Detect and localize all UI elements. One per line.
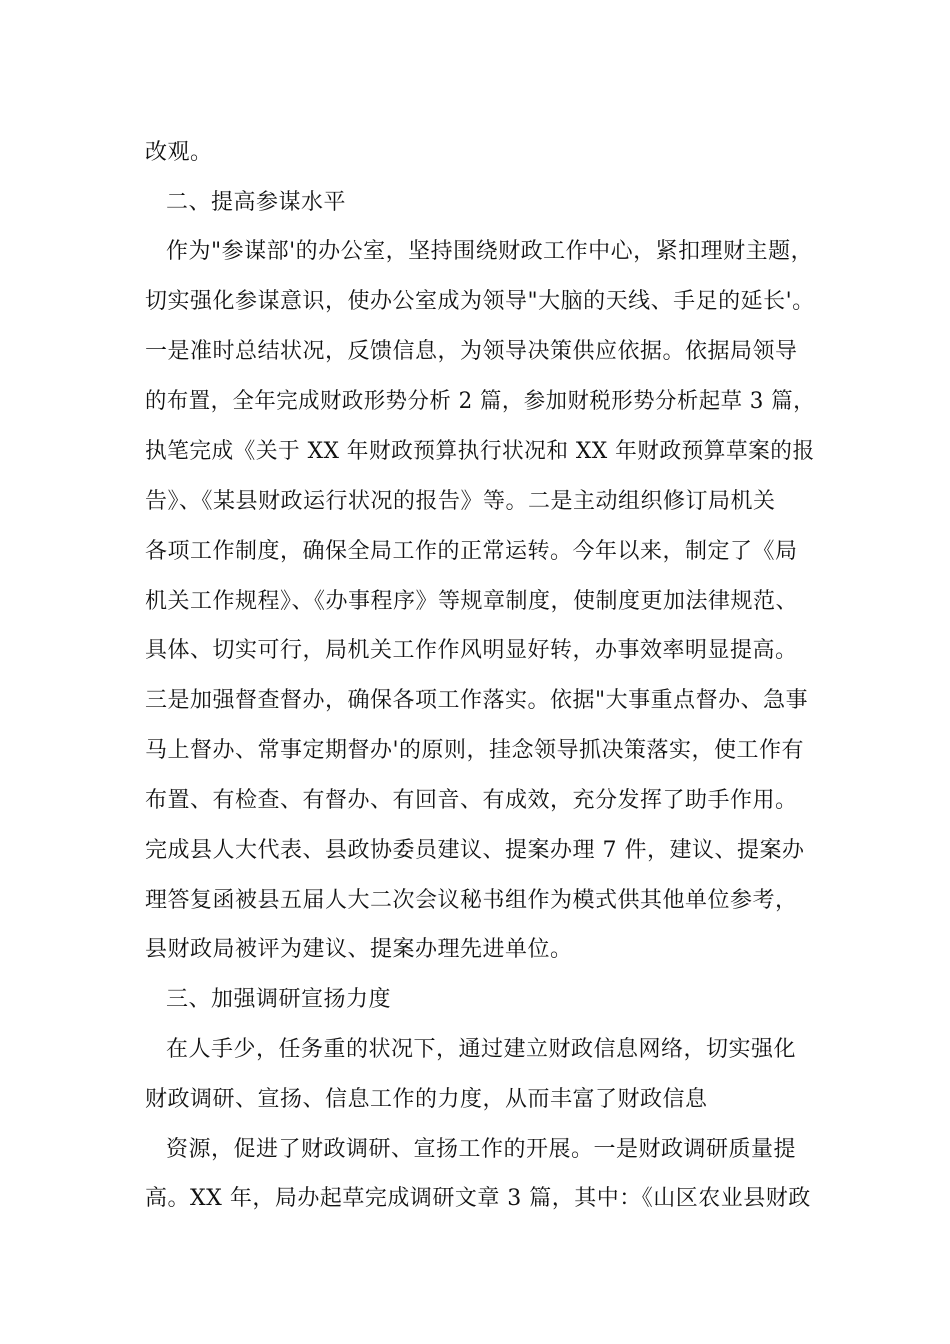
text-line: 一是准时总结状况，反馈信息，为领导决策供应依据。依据局领导 [145,339,798,364]
text-line: 的布置，全年完成财政形势分析 2 篇，参加财税形势分析起草 3 篇， [145,389,815,414]
text-line: 理答复函被县五届人大二次会议秘书组作为模式供其他单位参考， [145,888,798,913]
text-line: 三是加强督查督办，确保各项工作落实。依据"大事重点督办、急事 [145,688,809,713]
text-line: 告》、《某县财政运行状况的报告》等。二是主动组织修订局机关 [145,489,776,514]
text-line: 执笔完成《关于 XX 年财政预算执行状况和 XX 年财政预算草案的报 [145,439,815,464]
text-line: 布置、有检查、有督办、有回音、有成效，充分发挥了助手作用。 [145,788,798,813]
text-line: 改观。 [145,140,213,165]
text-line: 资源，促进了财政调研、宣扬工作的开展。一是财政调研质量提 [166,1137,797,1162]
text-line: 机关工作规程》、《办事程序》等规章制度，使制度更加法律规范、 [145,589,799,614]
text-line: 高。XX 年，局办起草完成调研文章 3 篇，其中：《山区农业县财政 [145,1186,811,1211]
text-line: 马上督办、常事定期督办'的原则，挂念领导抓决策落实，使工作有 [145,738,805,763]
text-line: 在人手少，任务重的状况下，通过建立财政信息网络，切实强化 [166,1037,797,1062]
text-line: 作为"参谋部'的办公室，坚持围绕财政工作中心，紧扣理财主题， [166,239,814,264]
section-heading: 三、加强调研宣扬力度 [166,987,392,1012]
section-heading: 二、提高参谋水平 [166,190,347,215]
text-line: 各项工作制度，确保全局工作的正常运转。今年以来，制定了《局 [145,539,798,564]
text-line: 具体、切实可行，局机关工作作风明显好转，办事效率明显提高。 [145,638,798,663]
text-line: 完成县人大代表、县政协委员建议、提案办理 7 件，建议、提案办 [145,838,805,863]
text-line: 切实强化参谋意识，使办公室成为领导"大脑的天线、手足的延长'。 [145,289,815,314]
text-line: 县财政局被评为建议、提案办理先进单位。 [145,937,573,962]
text-line: 财政调研、宣扬、信息工作的力度，从而丰富了财政信息 [145,1087,708,1112]
